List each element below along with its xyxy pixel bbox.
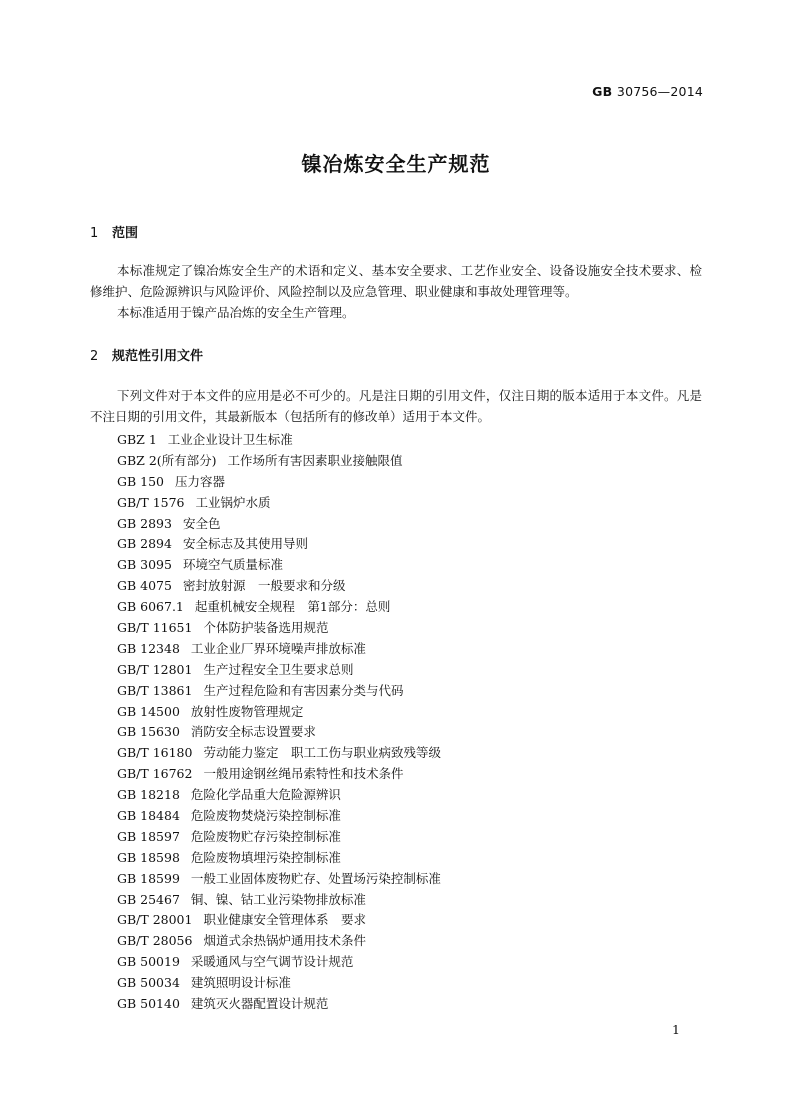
section-heading-normative-references <box>90 345 203 364</box>
reference-title: 消防安全标志设置要求 <box>190 724 316 740</box>
reference-title: 起重机械安全规程 第1部分：总则 <box>194 599 391 615</box>
document-title: 镍冶炼安全生产规范 <box>301 152 491 176</box>
reference-title: 压力容器 <box>175 473 226 489</box>
reference-code: GB 18598 <box>117 849 180 865</box>
reference-title: 密封放射源 一般要求和分级 <box>182 578 346 594</box>
reference-code: GB 25467 <box>117 891 180 907</box>
reference-title: 采暖通风与空气调节设计规范 <box>190 954 354 970</box>
reference-item <box>117 973 441 994</box>
section-number: 2 <box>90 349 99 364</box>
reference-item <box>117 743 441 764</box>
reference-title: 职业健康安全管理体系 要求 <box>203 912 366 928</box>
scope-paragraph-2: 本标准适用于镍产品冶炼的安全生产管理。 <box>117 305 355 320</box>
reference-title: 生产过程危险和有害因素分类与代码 <box>203 682 404 698</box>
reference-code: GB 50019 <box>117 954 180 970</box>
reference-title: 烟道式余热锅炉通用技术条件 <box>203 933 366 949</box>
reference-title: 危险废物填埋污染控制标准 <box>190 849 341 865</box>
reference-item <box>117 890 441 911</box>
reference-code: GB 15630 <box>117 724 180 740</box>
reference-code: GB 150 <box>117 473 165 489</box>
reference-item <box>117 994 441 1015</box>
reference-item <box>117 597 441 618</box>
scope-paragraph-1: 本标准规定了镍冶炼安全生产的术语和定义、基本安全要求、工艺作业安全、设备设施安全技术要求、检修维护、危险源辨识与风险评价、风险控制以及应急管理、职业健康和事故处理管理等。 <box>90 263 702 299</box>
reference-item <box>117 952 441 973</box>
reference-code: GB 18218 <box>117 787 180 803</box>
reference-code: GB 50034 <box>117 975 180 991</box>
reference-title: 铜、镍、钴工业污染物排放标准 <box>190 891 366 907</box>
reference-item <box>117 430 441 451</box>
reference-title: 建筑照明设计标准 <box>190 975 291 991</box>
reference-code: GB/T 13861 <box>117 682 193 698</box>
reference-code: GB 18599 <box>117 870 180 886</box>
standard-code <box>592 84 703 99</box>
reference-code: GB/T 16180 <box>117 745 193 761</box>
reference-code: GB/T 28056 <box>117 933 193 949</box>
reference-list <box>117 430 441 1015</box>
reference-code: GB 18484 <box>117 808 180 824</box>
reference-code: GB/T 1576 <box>117 494 185 510</box>
reference-title: 生产过程安全卫生要求总则 <box>203 661 354 677</box>
reference-title: 环境空气质量标准 <box>182 557 283 573</box>
reference-code: GB 18597 <box>117 828 180 844</box>
reference-code: GBZ 2(所有部分) <box>117 452 217 468</box>
reference-code: GB/T 11651 <box>117 620 193 636</box>
reference-code: GB 2894 <box>117 536 172 552</box>
reference-code: GB 50140 <box>117 996 180 1012</box>
page-number: 1 <box>672 1022 680 1037</box>
reference-code: GBZ 1 <box>117 432 157 447</box>
reference-item <box>117 472 441 493</box>
reference-code: GB/T 12801 <box>117 661 193 677</box>
section-title: 范围 <box>112 226 139 241</box>
reference-code: GB 6067.1 <box>117 599 184 615</box>
section-title: 规范性引用文件 <box>112 349 204 364</box>
reference-item <box>117 514 441 535</box>
reference-title: 放射性废物管理规定 <box>190 703 304 719</box>
section-number: 1 <box>90 226 99 241</box>
reference-item <box>117 806 441 827</box>
reference-code: GB/T 16762 <box>117 766 193 782</box>
reference-item <box>117 576 441 597</box>
reference-item <box>117 869 441 890</box>
standard-prefix: GB <box>592 84 613 99</box>
reference-title: 个体防护装备选用规范 <box>203 620 329 636</box>
reference-title: 安全标志及其使用导则 <box>182 536 308 552</box>
reference-title: 工业企业设计卫生标准 <box>167 432 293 447</box>
reference-item <box>117 660 441 681</box>
reference-item <box>117 764 441 785</box>
reference-item <box>117 848 441 869</box>
reference-title: 一般工业固体废物贮存、处置场污染控制标准 <box>190 870 441 886</box>
standard-number: 30756—2014 <box>616 84 703 99</box>
reference-item <box>117 827 441 848</box>
reference-code: GB 3095 <box>117 557 172 573</box>
reference-title: 安全色 <box>182 515 221 531</box>
reference-code: GB 12348 <box>117 640 180 656</box>
reference-code: GB 2893 <box>117 515 172 531</box>
reference-title: 工业锅炉水质 <box>195 494 271 510</box>
references-intro-paragraph: 下列文件对于本文件的应用是必不可少的。凡是注日期的引用文件，仅注日期的版本适用于本文件。凡是不注日期的引用文件，其最新版本（包括所有的修改单）适用于本文件。 <box>90 388 702 424</box>
reference-item <box>117 493 441 514</box>
reference-item <box>117 451 441 472</box>
reference-item <box>117 681 441 702</box>
reference-code: GB 14500 <box>117 703 180 719</box>
reference-item <box>117 785 441 806</box>
reference-item <box>117 910 441 931</box>
reference-item <box>117 931 441 952</box>
reference-title: 一般用途钢丝绳吊索特性和技术条件 <box>203 766 404 782</box>
reference-title: 工作场所有害因素职业接触限值 <box>227 452 403 468</box>
reference-item <box>117 555 441 576</box>
reference-title: 危险废物贮存污染控制标准 <box>190 828 341 844</box>
reference-item <box>117 534 441 555</box>
reference-item <box>117 722 441 743</box>
reference-code: GB 4075 <box>117 578 172 594</box>
section-heading-scope <box>90 222 138 241</box>
reference-item <box>117 702 441 723</box>
reference-item <box>117 618 441 639</box>
reference-title: 危险废物焚烧污染控制标准 <box>190 808 341 824</box>
reference-title: 建筑灭火器配置设计规范 <box>190 996 329 1012</box>
reference-item <box>117 639 441 660</box>
reference-title: 危险化学品重大危险源辨识 <box>190 787 341 803</box>
reference-title: 劳动能力鉴定 职工工伤与职业病致残等级 <box>203 745 441 761</box>
reference-code: GB/T 28001 <box>117 912 193 928</box>
reference-title: 工业企业厂界环境噪声排放标准 <box>190 640 366 656</box>
